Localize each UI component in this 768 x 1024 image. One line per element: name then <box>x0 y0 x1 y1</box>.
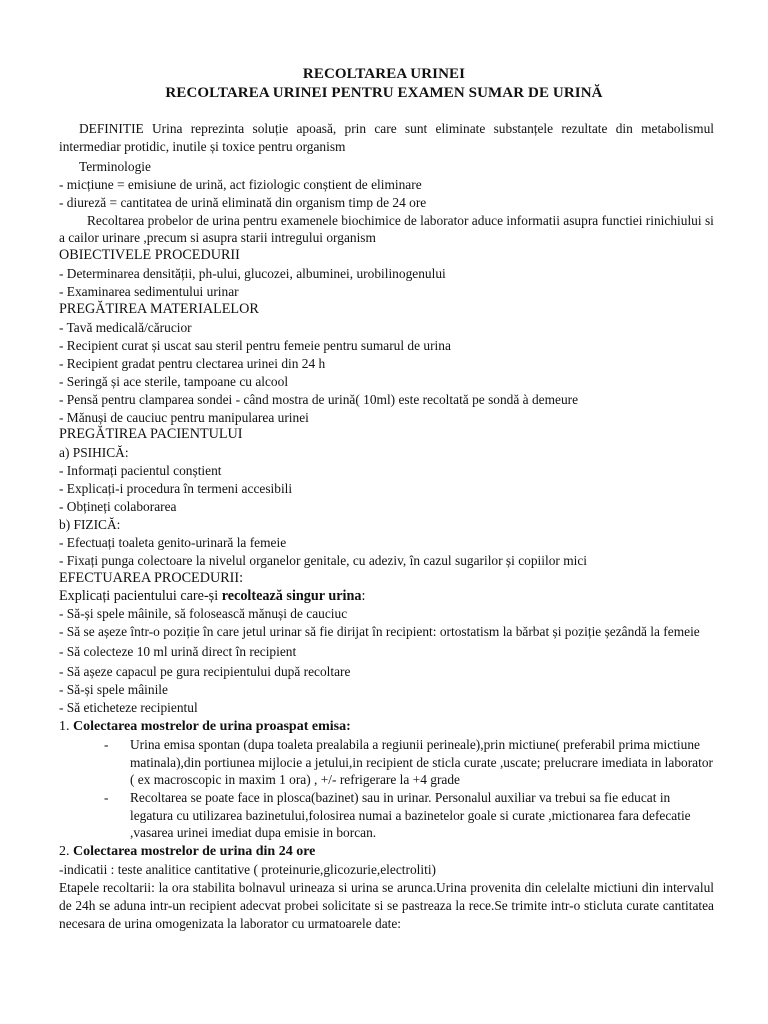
section1-bullet: - Urina emisa spontan (dupa toaleta prealabila a regiunii perineale),prin mictiune( preferabil prima mictiune matinala),din portiunea mijlocie a jetului,in recipient de sticla curate ,uscate; prelucrare imediata in laborator ( ex macroscopic in maxim 1 ora) , +/- refrigerare la +4 grade <box>104 736 714 789</box>
section2-number: 2. <box>59 844 73 860</box>
terminology-item: - micțiune = emisiune de urină, act fiziologic conștient de eliminare <box>59 176 422 192</box>
section1-heading <box>59 718 714 736</box>
explain-prefix: Explicați pacientului care-și <box>59 587 222 604</box>
psychic-item: - Informați pacientul conștient <box>59 463 222 479</box>
procedure-item: - Să eticheteze recipientul <box>59 700 198 715</box>
document-body <box>59 120 714 933</box>
procedure-heading: EFECTUAREA PROCEDURII: <box>59 569 244 586</box>
terminology-heading: Terminologie <box>79 158 151 174</box>
explain-bold: recoltează singur urina <box>221 587 362 604</box>
section2-indications: -indicatii : teste analitice cantitative ( proteinurie,glicozurie,electroliti) <box>59 861 437 877</box>
physical-item: - Fixați punga colectoare la nivelul organelor genitale, cu adeziv, în cazul sugarilor și copiilor mici <box>59 552 588 568</box>
terminology-item: - diureză = cantitatea de urină eliminată din organism timp de 24 ore <box>59 194 427 210</box>
procedure-item: - Să-și spele mâinile <box>59 682 168 698</box>
psychic-item: - Obțineți colaborarea <box>59 499 177 515</box>
section1-title: Colectarea mostrelor de urina proaspat emisa: <box>73 718 351 734</box>
definition-paragraph: DEFINITIE Urina reprezinta soluție apoasă, prin care sunt eliminate substanțele rezultate din metabolismul intermediar protidic, inutile și toxice pentru organism <box>59 121 714 154</box>
material-item: - Recipient curat și uscat sau steril pentru femeie pentru sumarul de urina <box>59 337 451 353</box>
psychic-item: - Explicați-i procedura în termeni accesibili <box>59 481 293 497</box>
procedure-item: - Să așeze capacul pe gura recipientului după recoltare <box>59 664 351 680</box>
explain-suffix: : <box>361 587 366 604</box>
material-item: - Seringă și ace sterile, tampoane cu alcool <box>59 373 289 389</box>
objectives-heading: OBIECTIVELE PROCEDURII <box>59 247 240 264</box>
materials-heading: PREGĂTIREA MATERIALELOR <box>59 301 259 318</box>
physical-item: - Efectuați toaleta genito-urinară la femeie <box>59 534 287 550</box>
document-title: RECOLTAREA URINEI <box>302 66 466 82</box>
procedure-item: - Să-și spele mâinile, să folosească mănuși de cauciuc <box>59 606 348 622</box>
patient-heading: PREGĂTIREA PACIENTULUI <box>59 426 243 443</box>
section2-title: Colectarea mostrelor de urina din 24 ore <box>73 844 316 860</box>
procedure-item: - Să se așeze într-o poziție în care jetul urinar să fie dirijat în recipient: ortostatism la bărbat și poziție șezândă la femeie <box>59 624 700 640</box>
document-subtitle: RECOLTAREA URINEI PENTRU EXAMEN SUMAR DE URINĂ <box>165 85 603 101</box>
material-item: - Recipient gradat pentru clectarea urinei din 24 h <box>59 355 326 371</box>
material-item: - Tavă medicală/cărucior <box>59 319 192 335</box>
procedure-explain <box>59 588 714 606</box>
objective-item: - Examinarea sedimentului urinar <box>59 284 239 300</box>
section1-number: 1. <box>59 718 73 734</box>
section1-list <box>59 736 714 842</box>
material-item: - Mănuși de cauciuc pentru manipularea urinei <box>59 409 309 425</box>
physical-label: b) FIZICĂ: <box>59 516 121 532</box>
section1-bullet: - Recoltarea se poate face in plosca(bazinet) sau in urinar. Personalul auxiliar va trebui sa fie educat in legatura cu utilizarea bazinetului,folosirea numai a bazinetelor goale si curate ,mictionarea fara defecatie ,vasarea urinei imediat dupa emisie in borcan. <box>104 789 714 842</box>
material-item: - Pensă pentru clamparea sondei - când mostra de urină( 10ml) este recoltată pe sondă à demeure <box>59 391 579 407</box>
psychic-label: a) PSIHICĂ: <box>59 445 129 461</box>
procedure-item: - Să colecteze 10 ml urină direct în recipient <box>59 644 297 660</box>
objective-item: - Determinarea densității, ph-ului, glucozei, albuminei, urobilinogenului <box>59 266 446 282</box>
section2-stages: Etapele recoltarii: la ora stabilita bolnavul urineaza si urina se arunca.Urina provenita din celelalte mictiuni din intervalul de 24h se aduna intr-un recipient adecvat probei solicitate si se pastreaza la rece.Se trimite intr-o sticluta curate cantitatea necesara de urina omogenizata la laborator cu urmatoarele date: <box>59 879 714 931</box>
intro-paragraph: Recoltarea probelor de urina pentru examenele biochimice de laborator aduce informatii asupra functiei rinichiului si a cailor urinare ,precum si asupra starii intregului organism <box>59 212 714 246</box>
section2-heading <box>59 843 714 861</box>
